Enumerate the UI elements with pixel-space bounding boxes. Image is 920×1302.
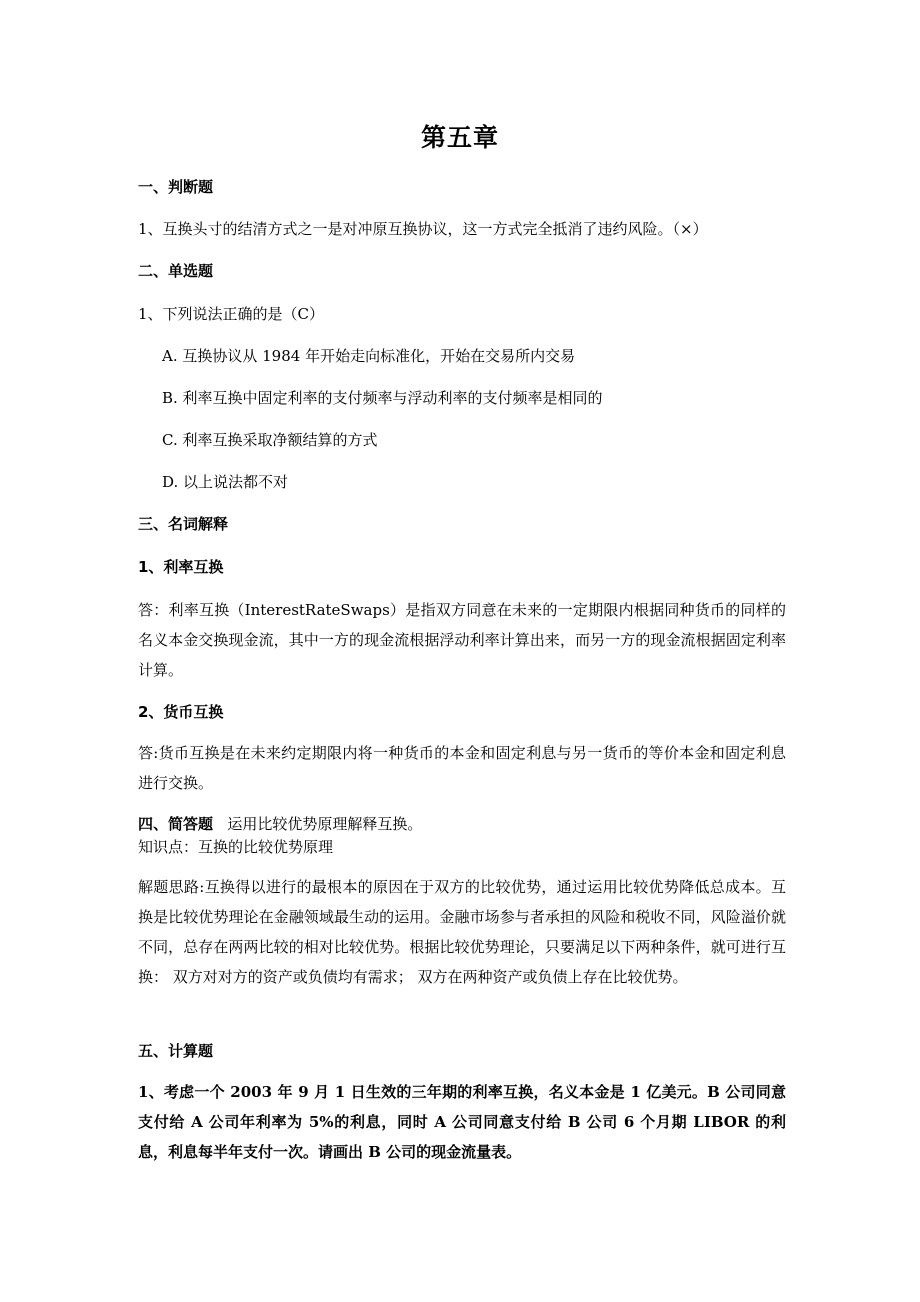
section-heading-calculation: 五、计算题: [138, 1042, 214, 1060]
option-d: D. 以上说法都不对: [162, 473, 289, 491]
option-b: B. 利率互换中固定利率的支付频率与浮动利率的支付频率是相同的: [162, 389, 603, 407]
true-false-question-1: 1、互换头寸的结清方式之一是对冲原互换协议，这一方式完全抵消了违约风险。（×）: [138, 220, 708, 238]
term-heading-interest-rate-swap: 1、利率互换: [138, 558, 224, 576]
section-heading-terms: 三、名词解释: [138, 515, 229, 533]
section-heading-short-answer: 四、简答题: [138, 815, 214, 833]
single-choice-question-1: 1、下列说法正确的是（C）: [138, 305, 325, 323]
term-answer-interest-rate-swap: 答：利率互换（InterestRateSwaps）是指双方同意在未来的一定期限内根据同种货币的同样的名义本金交换现金流，其中一方的现金流根据浮动利率计算出来，而另一方的现金流根据固定利率计算。: [138, 601, 786, 679]
calculation-question-1: 1、考虑一个 2003 年 9 月 1 日生效的三年期的利率互换，名义本金是 1 亿美元。B 公司同意支付给 A 公司年利率为 5%的利息，同时 A 公司同意支付给 B 公司 6 个月期 LIBOR 的利息，利息每半年支付一次。请画出 B 公司的现金流量表。: [138, 1083, 786, 1161]
term-heading-currency-swap: 2、货币互换: [138, 703, 224, 721]
short-answer-question: 运用比较优势原理解释互换。: [227, 815, 423, 833]
section-heading-single-choice: 二、单选题: [138, 262, 214, 280]
page-title: 第五章: [420, 123, 499, 152]
short-answer-line: [138, 815, 788, 833]
option-a: A. 互换协议从 1984 年开始走向标准化，开始在交易所内交易: [162, 347, 576, 365]
short-answer-solution: 解题思路:互换得以进行的最根本的原因在于双方的比较优势，通过运用比较优势降低总成本。互换是比较优势理论在金融领域最生动的运用。金融市场参与者承担的风险和税收不同，风险溢价就不同，总存在两两比较的相对比较优势。根据比较优势理论，只要满足以下两种条件，就可进行互换： 双方对对方的资产或负债均有需求； 双方在两种资产或负债上存在比较优势。: [138, 878, 786, 986]
knowledge-point: 知识点：互换的比较优势原理: [138, 838, 334, 856]
section-heading-true-false: 一、判断题: [138, 178, 214, 196]
term-answer-currency-swap: 答:货币互换是在未来约定期限内将一种货币的本金和固定利息与另一货币的等价本金和固定利息进行交换。: [138, 744, 786, 792]
option-c: C. 利率互换采取净额结算的方式: [162, 431, 378, 449]
